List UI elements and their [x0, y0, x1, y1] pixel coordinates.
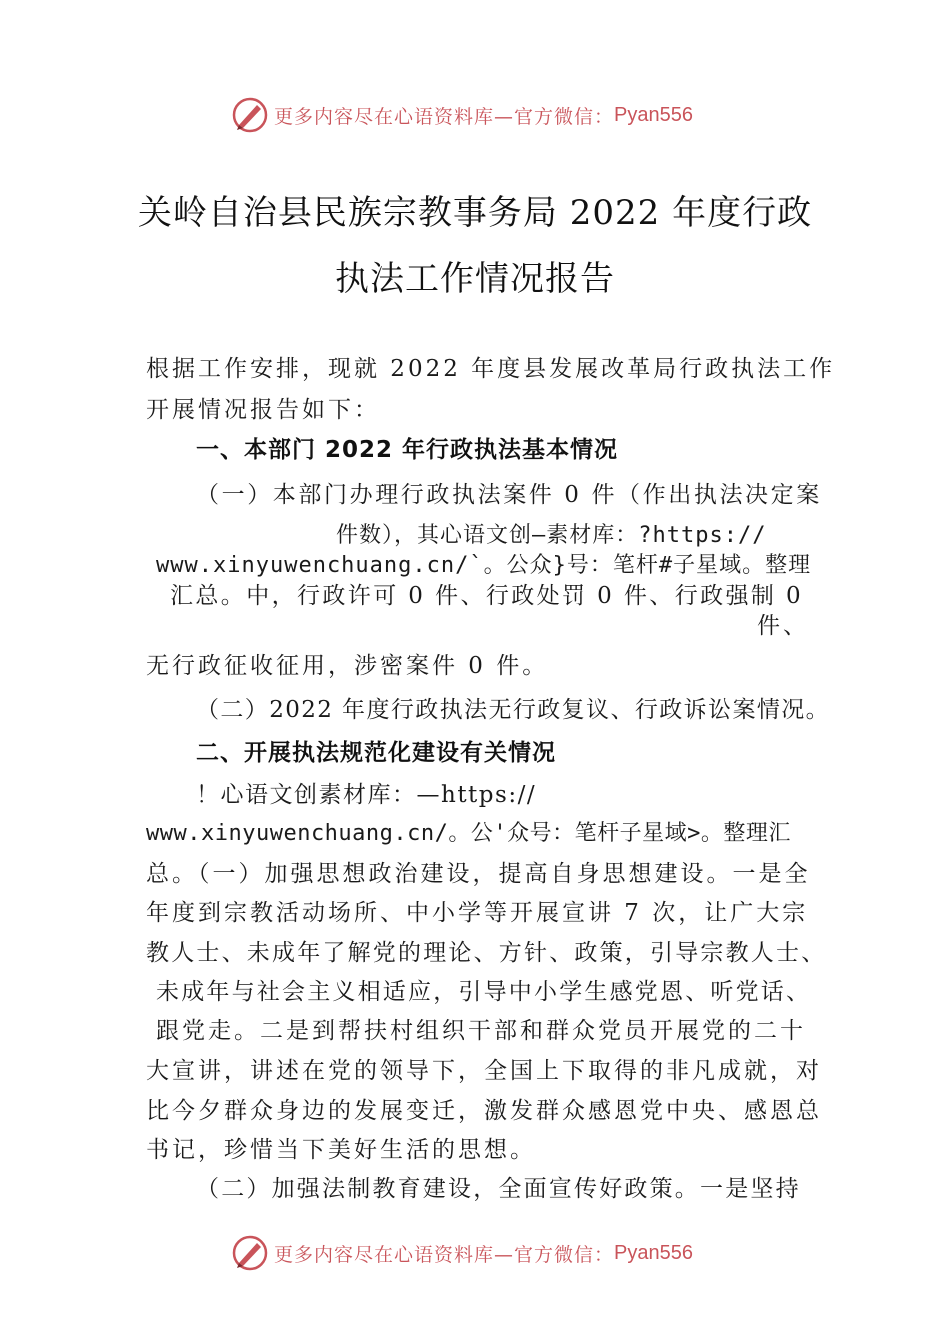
document-title-line-2: 执法工作情况报告 — [335, 259, 615, 299]
paragraph-1-line-4: 汇总。中，行政许可 0 件、行政处罚 0 件、行政强制 0 — [170, 583, 804, 609]
paragraph-1-line-6: 无行政征收征用，涉密案件 0 件。 — [146, 653, 549, 679]
intro-line-1: 根据工作安排，现就 2022 年度县发展改革局行政执法工作 — [146, 356, 836, 382]
banner-text: 更多内容尽在心语资料库—官方微信： — [274, 1243, 615, 1266]
paragraph-3-line-1: ！心语文创素材库：—https:// — [196, 782, 537, 808]
paragraph-3-line-3: 总。（一）加强思想政治建设，提高自身思想建设。一是全 — [146, 861, 811, 887]
section-heading-1: 一、本部门 2022 年行政执法基本情况 — [196, 437, 619, 463]
paragraph-3-line-7: 跟党走。二是到帮扶村组织干部和群众党员开展党的二十 — [156, 1018, 806, 1044]
footer-watermark-banner — [230, 1233, 693, 1273]
paragraph-3-line-9: 比今夕群众身边的发展变迁，激发群众感恩党中央、感恩总 — [146, 1098, 822, 1124]
section-heading-2: 二、开展执法规范化建设有关情况 — [196, 740, 556, 766]
paragraph-1-line-1: （一）本部门办理行政执法案件 0 件（作出执法决定案 — [196, 482, 822, 508]
paragraph-1-line-5: 件、 — [757, 613, 809, 639]
banner-text: 更多内容尽在心语资料库—官方微信： — [274, 105, 615, 128]
paragraph-3-line-8: 大宣讲，讲述在党的领导下，全国上下取得的非凡成就，对 — [146, 1058, 822, 1084]
paragraph-3-line-4: 年度到宗教活动场所、中小学等开展宣讲 7 次，让广大宗 — [146, 900, 809, 926]
header-watermark-banner — [230, 95, 693, 135]
paragraph-4-line-1: （二）加强法制教育建设，全面宣传好政策。一是坚持 — [196, 1176, 801, 1202]
paragraph-3-line-6: 未成年与社会主义相适应，引导中小学生感党恩、听党话、 — [156, 979, 812, 1005]
banner-wechat-id: Pyan556 — [614, 1241, 693, 1264]
document-title-line-1: 关岭自治县民族宗教事务局 2022 年度行政 — [137, 193, 813, 233]
intro-line-2: 开展情况报告如下： — [146, 397, 380, 423]
paragraph-3-line-2: www.xinyuwenchuang.cn/。公'众号：笔杆子星域>。整理汇 — [146, 821, 791, 846]
paragraph-1-line-2: 件数），其心语文创—素材库：?https:// — [336, 523, 767, 548]
pen-logo-icon — [230, 1233, 270, 1273]
paragraph-3-line-5: 教人士、未成年了解党的理论、方针、政策，引导宗教人士、 — [146, 940, 827, 966]
banner-wechat-id: Pyan556 — [614, 103, 693, 126]
pen-logo-icon — [230, 95, 270, 135]
paragraph-1-line-3: www.xinyuwenchuang.cn/`。公众}号：笔杆#子星域。整理 — [156, 553, 812, 578]
paragraph-3-line-10: 书记，珍惜当下美好生活的思想。 — [146, 1137, 536, 1163]
paragraph-2: （二）2022 年度行政执法无行政复议、行政诉讼案情况。 — [196, 697, 831, 723]
